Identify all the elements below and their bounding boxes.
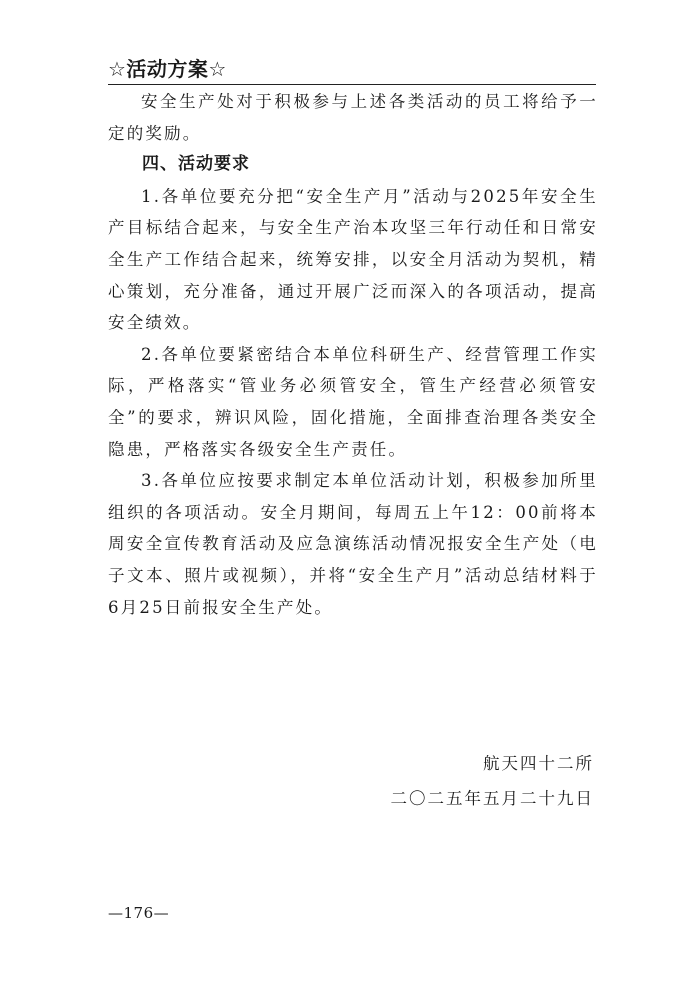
document-body xyxy=(108,86,598,623)
page-header xyxy=(108,56,596,85)
section-heading: 四、活动要求 xyxy=(142,154,250,175)
requirement-item-3: 3.各单位应按要求制定本单位活动计划，积极参加所里组织的各项活动。安全月期间，每周五上午12：00前将本周安全宣传教育活动及应急演练活动情况报安全生产处（电子文本、照片或视频），并将“安全生产月”活动总结材料于6月25日前报安全生产处。 xyxy=(108,471,598,617)
signature-date: 二〇二五年五月二十九日 xyxy=(390,789,594,808)
requirement-item-2: 2.各单位要紧密结合本单位科研生产、经营管理工作实际，严格落实“管业务必须管安全，管生产经营必须管安全”的要求，辨识风险，固化措施，全面排查治理各类安全隐患，严格落实各级安全生产责任。 xyxy=(108,344,598,459)
page-number: —176— xyxy=(108,904,170,922)
header-title: ☆活动方案☆ xyxy=(108,57,227,81)
requirement-item-1: 1.各单位要充分把“安全生产月”活动与2025年安全生产目标结合起来，与安全生产治本攻坚三年行动任和日常安全生产工作结合起来，统筹安排，以安全月活动为契机，精心策划，充分准备，通过开展广泛而深入的各项活动，提高安全绩效。 xyxy=(108,186,598,333)
reward-paragraph: 安全生产处对于积极参与上述各类活动的员工将给予一定的奖励。 xyxy=(108,92,598,143)
signature-organization: 航天四十二所 xyxy=(483,754,594,773)
